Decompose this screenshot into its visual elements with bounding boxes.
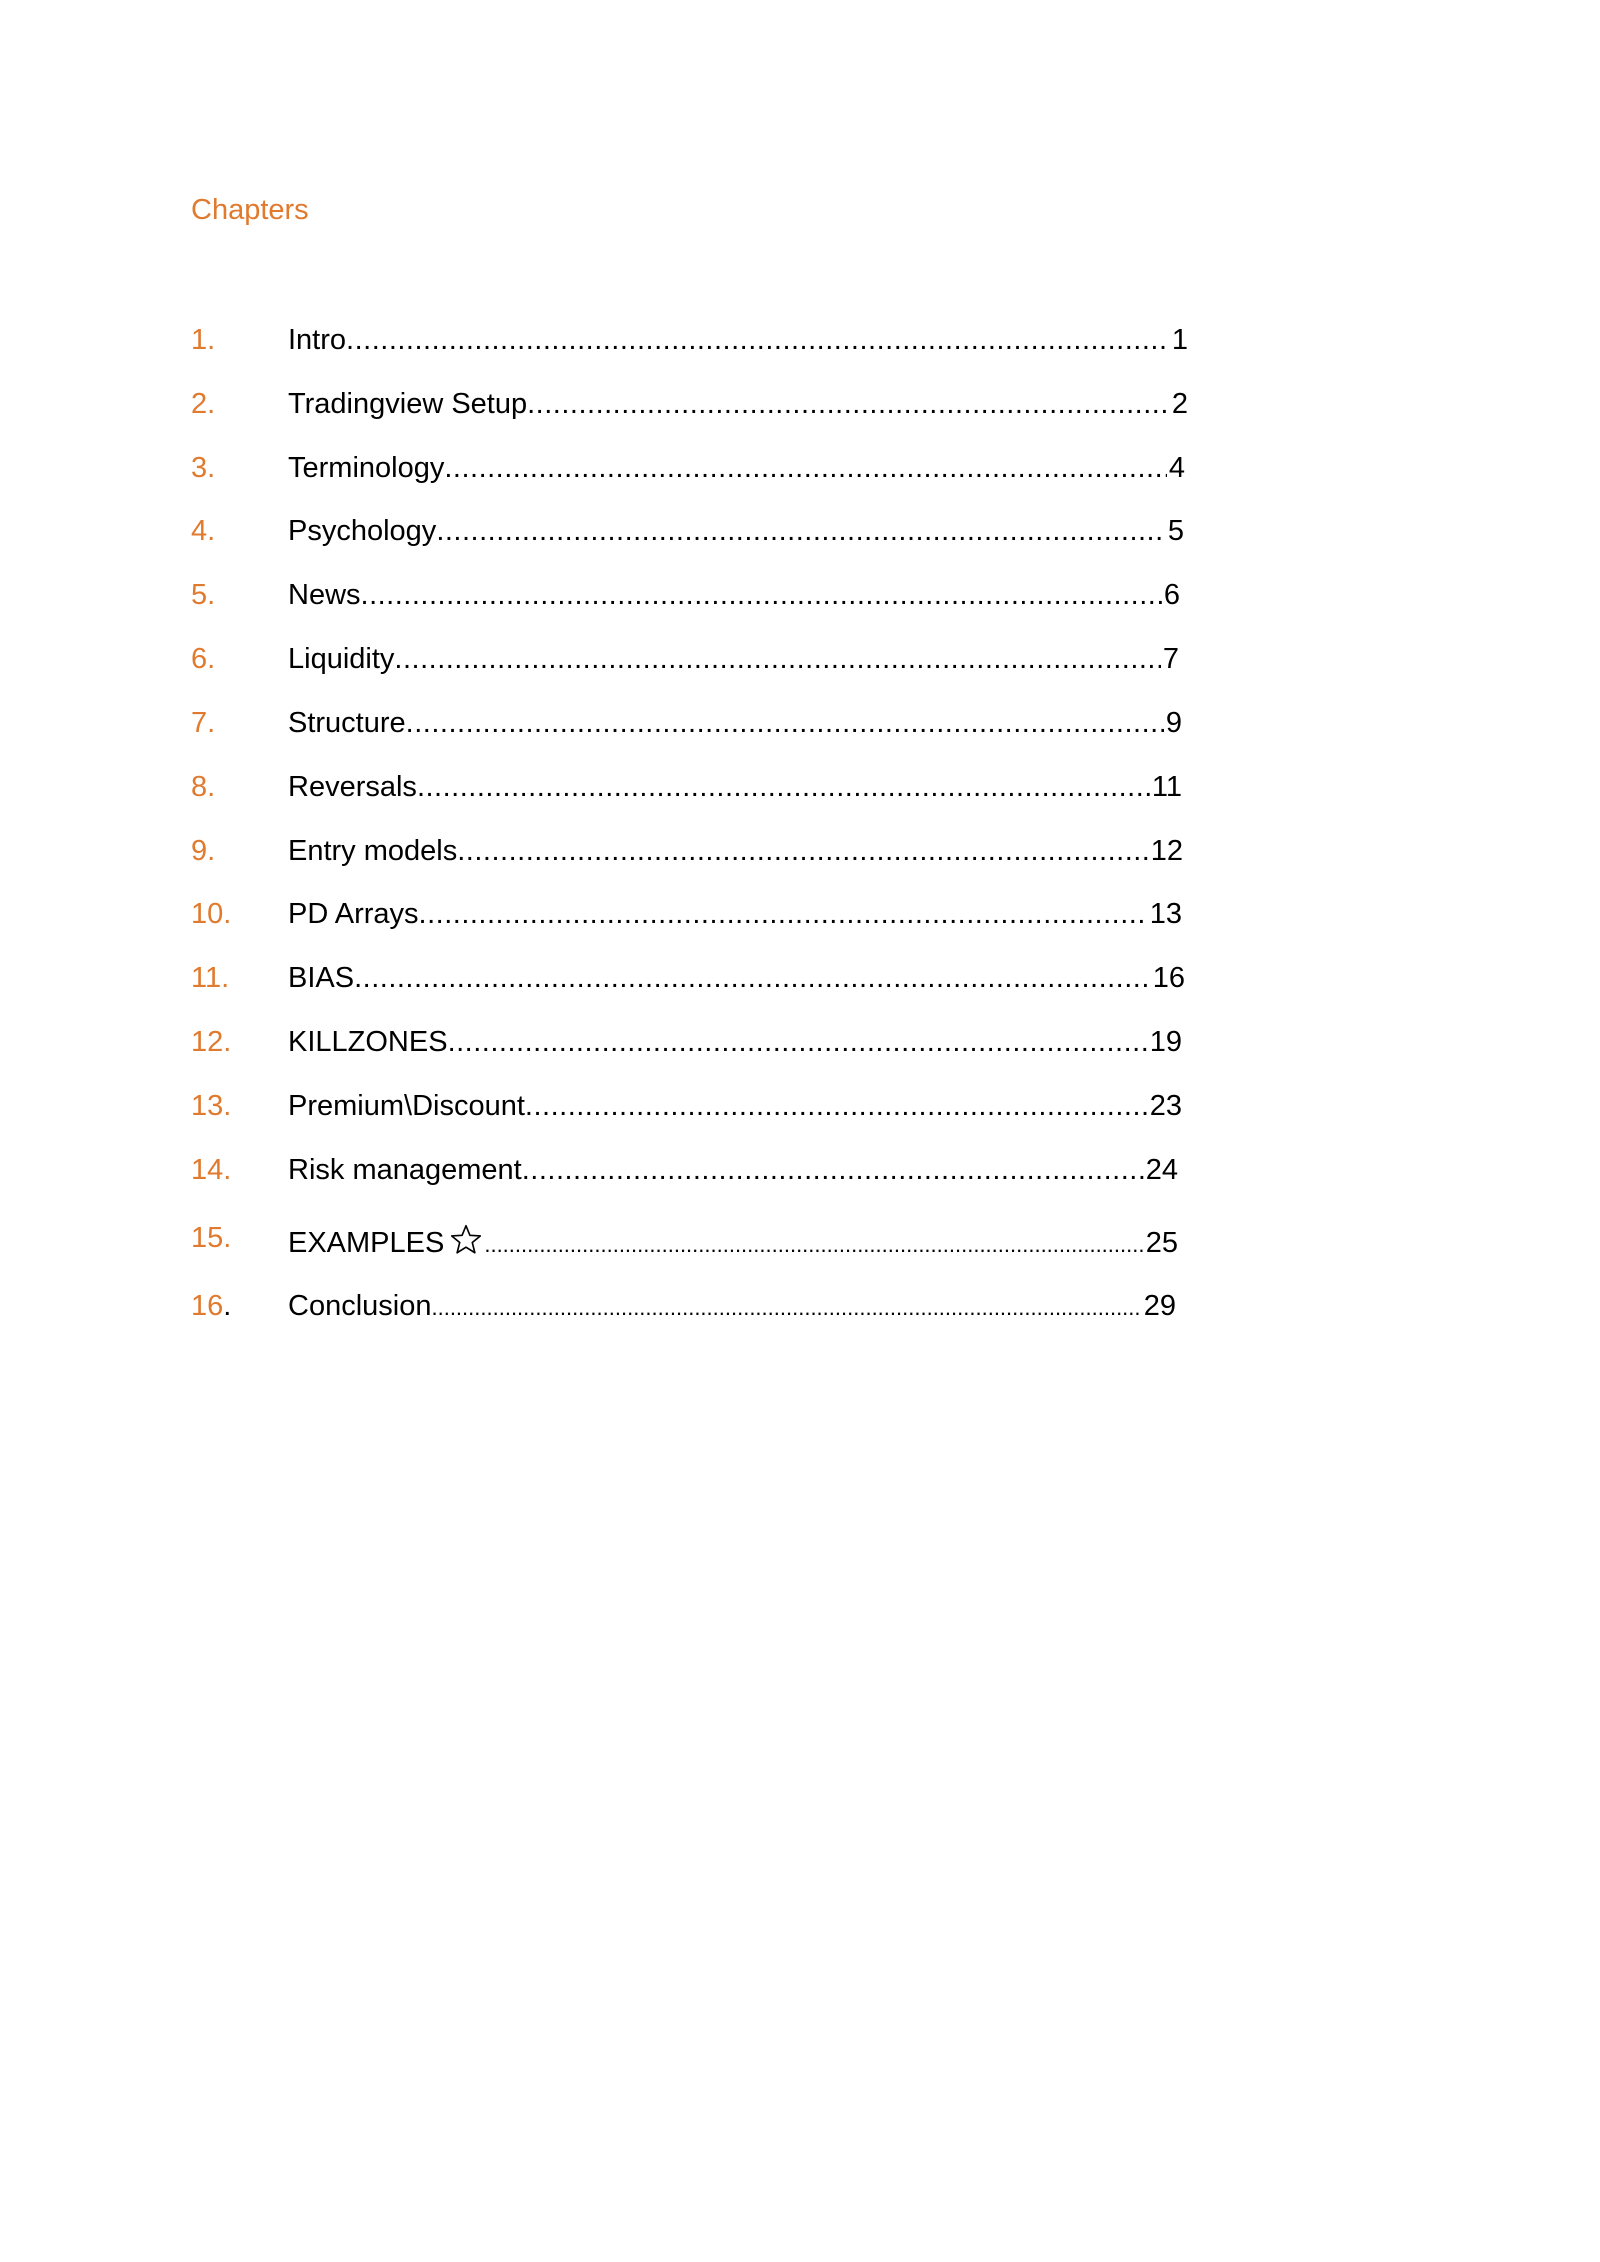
toc-item-news[interactable] (0, 573, 1600, 617)
toc-page-number: 6 (1163, 579, 1180, 611)
toc-entry (288, 509, 1184, 553)
dot-leader (444, 446, 1167, 490)
dot-leader (522, 1148, 1144, 1192)
toc-entry (288, 1148, 1178, 1192)
toc-page-number: 2 (1171, 388, 1188, 420)
toc-number (191, 1284, 281, 1328)
toc-number: 6. (191, 643, 216, 675)
toc-number: 2. (191, 388, 216, 420)
toc-title: BIAS (288, 962, 355, 994)
toc-item-risk-management[interactable] (0, 1148, 1600, 1192)
toc-entry (288, 1084, 1182, 1128)
toc-item-examples[interactable] (0, 1216, 1600, 1260)
toc-title: PD Arrays (288, 898, 419, 930)
toc-entry (288, 892, 1182, 936)
dot-leader (525, 1084, 1148, 1128)
dot-leader (431, 1286, 1141, 1328)
dot-leader (346, 318, 1170, 362)
dot-leader (406, 701, 1164, 745)
dot-leader (419, 892, 1148, 936)
toc-page-number: 19 (1149, 1026, 1182, 1058)
toc-number: 9. (191, 835, 216, 867)
toc-entry (288, 1020, 1182, 1064)
toc-page-number: 23 (1149, 1090, 1182, 1122)
toc-title: Psychology (288, 515, 437, 547)
toc-title: News (288, 579, 361, 611)
toc-title: Premium\Discount (288, 1090, 525, 1122)
toc-page-number: 11 (1151, 771, 1182, 803)
toc-page-number: 24 (1145, 1154, 1178, 1186)
toc-item-liquidity[interactable] (0, 637, 1600, 681)
dot-leader (436, 509, 1166, 553)
toc-title: EXAMPLES (288, 1227, 445, 1259)
toc-item-pd-arrays[interactable] (0, 892, 1600, 936)
toc-number: 12. (191, 1026, 232, 1058)
toc-title: Conclusion (288, 1290, 432, 1322)
dot-leader (484, 1223, 1143, 1260)
toc-number: 13. (191, 1090, 232, 1122)
toc-item-intro[interactable] (0, 318, 1600, 362)
toc-title: KILLZONES (288, 1026, 448, 1058)
star-outline-icon (448, 1222, 484, 1258)
chapters-heading: Chapters (191, 194, 309, 226)
toc-entry (288, 446, 1185, 490)
toc-number: 7. (191, 707, 216, 739)
toc-item-reversals[interactable] (0, 765, 1600, 809)
toc-number: 4. (191, 515, 216, 547)
toc-entry (288, 573, 1180, 617)
toc-entry (288, 829, 1183, 873)
toc-entry (288, 1216, 1178, 1260)
dot-leader (361, 573, 1162, 617)
toc-entry (288, 318, 1188, 362)
toc-page-number: 5 (1167, 515, 1184, 547)
toc-title: Intro (288, 324, 347, 356)
toc-page-number: 12 (1150, 835, 1183, 867)
toc-entry (288, 701, 1182, 745)
toc-page-number: 7 (1162, 643, 1179, 675)
toc-number-dot: . (223, 1290, 232, 1322)
toc-item-premium-discount[interactable] (0, 1084, 1600, 1128)
toc-entry (288, 765, 1182, 809)
toc-entry (288, 637, 1179, 681)
toc-title: Liquidity (288, 643, 395, 675)
toc-item-killzones[interactable] (0, 1020, 1600, 1064)
toc-title: Tradingview Setup (288, 388, 528, 420)
toc-item-bias[interactable] (0, 956, 1600, 1000)
toc-item-conclusion[interactable] (0, 1284, 1600, 1328)
toc-item-entry-models[interactable] (0, 829, 1600, 873)
dot-leader (417, 765, 1150, 809)
toc-entry (288, 382, 1188, 426)
toc-number-digits: 16 (191, 1290, 224, 1322)
toc-page-number: 13 (1149, 898, 1182, 930)
toc-title: Reversals (288, 771, 417, 803)
toc-title: Risk management (288, 1154, 522, 1186)
toc-title: Structure (288, 707, 406, 739)
dot-leader (448, 1020, 1148, 1064)
toc-number: 10. (191, 898, 232, 930)
toc-page-number: 9 (1165, 707, 1182, 739)
toc-item-tradingview-setup[interactable] (0, 382, 1600, 426)
toc-number: 3. (191, 452, 216, 484)
toc-page-number: 4 (1168, 452, 1185, 484)
toc-page-number: 29 (1143, 1290, 1176, 1322)
toc-title: Entry models (288, 835, 458, 867)
toc-number: 14. (191, 1154, 232, 1186)
toc-item-structure[interactable] (0, 701, 1600, 745)
toc-number: 15. (191, 1222, 232, 1254)
toc-item-psychology[interactable] (0, 509, 1600, 553)
dot-leader (457, 829, 1149, 873)
toc-entry (288, 1284, 1176, 1328)
toc-title: Terminology (288, 452, 445, 484)
toc-number: 11. (191, 962, 230, 994)
toc-item-terminology[interactable] (0, 446, 1600, 490)
toc-entry (288, 956, 1185, 1000)
dot-leader (354, 956, 1151, 1000)
toc-page-number: 25 (1145, 1227, 1178, 1259)
toc-number: 1. (191, 324, 216, 356)
toc-number: 8. (191, 771, 216, 803)
dot-leader (527, 382, 1170, 426)
dot-leader (394, 637, 1160, 681)
toc-number: 5. (191, 579, 216, 611)
toc-page-number: 16 (1152, 962, 1185, 994)
toc-page-number: 1 (1171, 324, 1188, 356)
